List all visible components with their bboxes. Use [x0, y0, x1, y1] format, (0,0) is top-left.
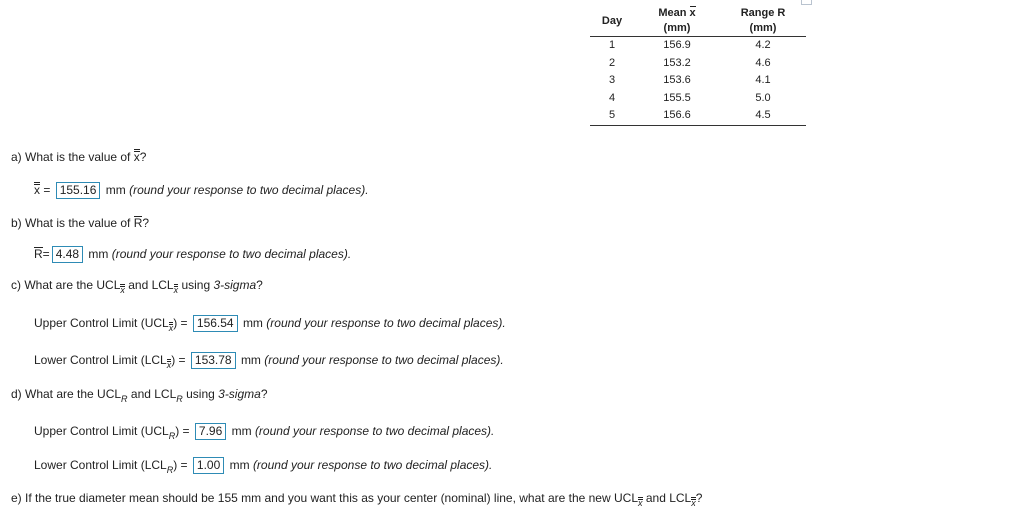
question-d: d) What are the $UCL_R$ and $LCL_R$ using 3-sigma?	[11, 387, 268, 404]
answer-d-lcl-box[interactable]: 1.00	[193, 457, 224, 474]
sub-xbarbar: x	[638, 498, 643, 508]
question-d-text: d) What are the UCL	[11, 387, 122, 401]
day-cell: 3	[608, 74, 616, 87]
question-e-and: and LCL	[645, 491, 692, 505]
table-row	[590, 55, 806, 73]
ucl-label: Upper Control Limit (UCL	[34, 316, 169, 330]
sigma-label: 3-sigma	[218, 387, 261, 401]
day-cell: 4	[608, 91, 616, 104]
corner-marker	[801, 0, 812, 5]
answer-d-lcl-line: Lower Control Limit $(LCL_R) = 1.00$ mm (round your response to two decimal places).	[34, 458, 493, 475]
ucl-label: Upper Control Limit (UCL	[34, 424, 169, 438]
unit-label: mm	[105, 183, 126, 197]
header-range	[720, 6, 806, 37]
sub-r: R	[176, 394, 183, 404]
question-c: c) What are the $UCL_x$ and $LCL_x$ using 3-sigma?	[11, 278, 263, 295]
range-cell: 4.5	[720, 107, 806, 125]
range-cell: 4.6	[755, 56, 771, 69]
mean-cell: 153.6	[663, 74, 691, 87]
answer-c-lcl-box[interactable]: 153.78	[191, 352, 236, 369]
header-day: Day	[590, 6, 634, 37]
answer-c-ucl-line: Upper Control Limit $(UCL_x) = 156.54$ mm (round your response to two decimal places).	[34, 316, 506, 333]
header-range-label: Range R	[740, 7, 786, 19]
unit-label: mm	[229, 458, 250, 472]
header-mean-label: Mean x	[658, 7, 696, 19]
answer-a-box[interactable]: 155.16	[56, 182, 101, 199]
rbar-symbol: R	[133, 216, 143, 230]
header-mean-unit: (mm)	[663, 22, 691, 34]
question-c-and: and LCL	[128, 278, 174, 292]
sub-r: R	[168, 431, 176, 441]
table-row	[590, 107, 806, 125]
mean-cell: 153.2	[663, 56, 691, 69]
unit-label: mm	[231, 424, 252, 438]
table-row	[590, 37, 806, 55]
sub-xbarbar: x	[168, 323, 174, 333]
range-cell: 4.2	[755, 39, 771, 52]
day-cell: 1	[608, 39, 616, 52]
question-d-using: using	[186, 387, 215, 401]
rounding-hint: (round your response to two decimal places).	[266, 316, 506, 330]
answer-d-ucl-box[interactable]: 7.96	[195, 423, 226, 440]
question-c-using: using	[181, 278, 211, 292]
unit-label: mm	[242, 316, 263, 330]
table-row	[590, 72, 806, 90]
question-d-and: and LCL	[130, 387, 177, 401]
question-b: b) What is the value of R?	[11, 216, 150, 230]
unit-label: mm	[88, 247, 109, 261]
answer-b-line: R= 4.48 mm (round your response to two decimal places).	[34, 247, 352, 261]
question-e: e) If the true diameter mean should be 155 mm and you want this as your center (nominal) line, what are the new $UCL_x$ and $LCL_x$?	[11, 491, 703, 508]
sub-xbarbar: x	[120, 285, 125, 295]
mean-cell: 156.6	[634, 107, 720, 125]
range-cell: 5.0	[755, 91, 771, 104]
sub-r: R	[121, 394, 128, 404]
question-a: a) What is the value of x?	[11, 150, 147, 164]
question-e-text: e) If the true diameter mean should be 155 mm and you want this as your center (nominal) line, what are the new UCL	[11, 491, 638, 505]
table-row	[590, 90, 806, 108]
lcl-label: Lower Control Limit (LCL	[34, 458, 167, 472]
rounding-hint: (round your response to two decimal places).	[264, 353, 504, 367]
table-header-row	[590, 6, 806, 37]
xbarbar-symbol: x	[133, 150, 140, 164]
answer-b-box[interactable]: 4.48	[52, 246, 83, 263]
sigma-label: 3-sigma	[213, 278, 257, 292]
range-cell: 4.1	[755, 74, 771, 87]
xbarbar-symbol: x	[34, 183, 40, 197]
mean-cell: 156.9	[663, 39, 691, 52]
rounding-hint: (round your response to two decimal places).	[129, 183, 369, 197]
header-mean	[634, 6, 720, 37]
question-c-text: c) What are the UCL	[11, 278, 121, 292]
mean-cell: 155.5	[663, 91, 691, 104]
data-table	[590, 6, 806, 126]
sub-xbarbar: x	[173, 285, 179, 295]
question-b-text: b) What is the value of	[11, 216, 131, 230]
day-cell: 5	[590, 107, 634, 125]
rounding-hint: (round your response to two decimal places).	[254, 424, 495, 438]
answer-c-ucl-box[interactable]: 156.54	[193, 315, 238, 332]
question-a-text: a) What is the value of	[11, 150, 131, 164]
unit-label: mm	[240, 353, 261, 367]
sub-xbarbar: x	[691, 498, 696, 508]
answer-c-lcl-line: Lower Control Limit $(LCL_x) = 153.78$ mm (round your response to two decimal places).	[34, 353, 504, 370]
rbar-symbol: R	[34, 247, 43, 261]
header-mean-symbol: x	[689, 7, 696, 19]
day-cell: 2	[608, 56, 616, 69]
header-range-unit: (mm)	[749, 22, 777, 34]
answer-a-line: x = 155.16 mm (round your response to two decimal places).	[34, 183, 369, 197]
sub-xbarbar: x	[166, 360, 172, 370]
answer-d-ucl-line: Upper Control Limit $(UCL_R) = 7.96$ mm (round your response to two decimal places).	[34, 424, 495, 441]
rounding-hint: (round your response to two decimal places).	[111, 247, 352, 261]
sub-r: R	[166, 465, 174, 475]
lcl-label: Lower Control Limit (LCL	[34, 353, 167, 367]
rounding-hint: (round your response to two decimal places).	[252, 458, 493, 472]
